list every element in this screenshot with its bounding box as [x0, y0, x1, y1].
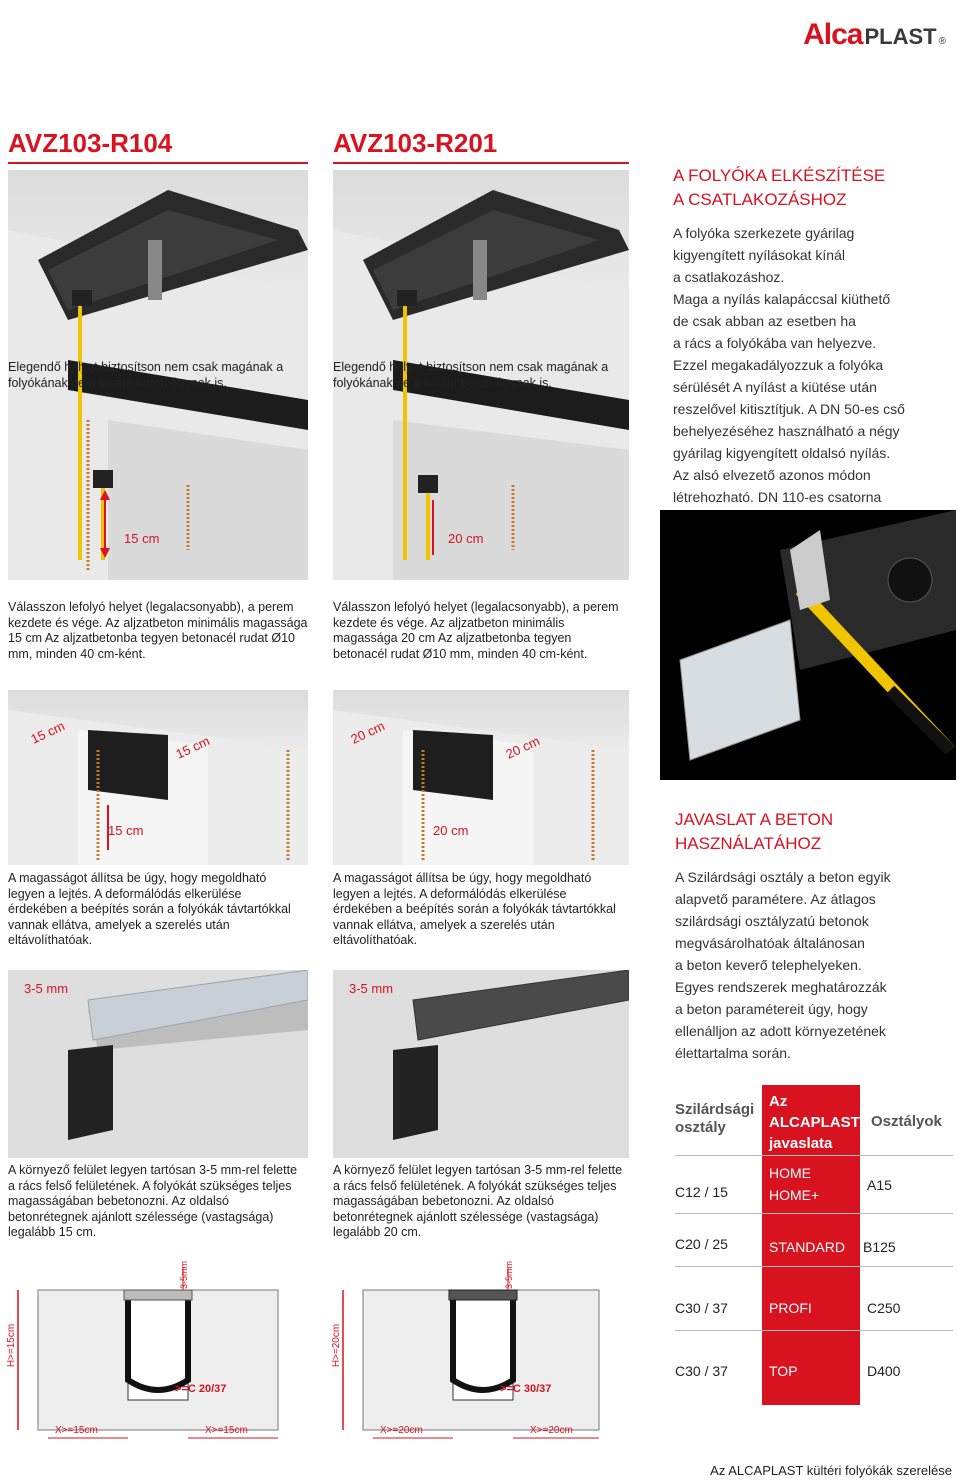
- section-drawing-r201: [333, 1260, 629, 1445]
- drawing-r201-x1: X>=20cm: [380, 1425, 423, 1436]
- drain-line: A folyóka szerkezete gyárilag: [673, 225, 855, 241]
- dimension-r201-height: 20 cm: [433, 823, 469, 838]
- dimension-r104-bed: 15 cm: [124, 531, 160, 546]
- logo-main: Alca: [803, 18, 863, 51]
- table-cell-product: HOME+: [769, 1187, 820, 1203]
- concrete-class-table: [665, 1085, 955, 1405]
- table-cell-product: STANDARD: [769, 1239, 845, 1255]
- table-head-alcaplast-l3: javaslata: [769, 1135, 833, 1152]
- photo-r104-form: [8, 690, 308, 865]
- dimension-r104-offset: 3-5 mm: [24, 981, 69, 996]
- caption-r104-slope: Válasszon lefolyó helyet (legalacsonyabb), a perem kezdete és vége. Az aljzatbeton minimális magassága 15 cm Az aljzatbetonba tegyen betonacél rudat Ø10 mm, minden 40 cm-ként.: [8, 600, 308, 661]
- dimension-r201-offset: 3-5 mm: [349, 981, 394, 996]
- drawing-r104-class: >=C 20/37: [175, 1383, 227, 1395]
- dimension-r201-side-b: 20 cm: [503, 733, 542, 762]
- title-rule: [8, 162, 308, 164]
- drain-line: de csak abban az esetben ha: [673, 313, 856, 329]
- table-cell-product: TOP: [769, 1363, 798, 1379]
- table-head-alcaplast-l2: ALCAPLAST: [769, 1114, 860, 1131]
- title-rule: [333, 162, 629, 164]
- table-cell-product: HOME: [769, 1165, 811, 1181]
- table-head-class: [675, 1101, 754, 1137]
- drain-line: gyárilag kigyengített oldalsó nyílás.: [673, 445, 891, 461]
- table-head-alcaplast-l1: Az: [769, 1093, 788, 1110]
- drain-section-title-2: A CSATLAKOZÁSHOZ: [673, 190, 847, 209]
- logo-sub: PLAST: [864, 24, 937, 49]
- concrete-line: alapvető paramétere. Az átlagos: [675, 891, 876, 907]
- drawing-r201-x2: X>=20cm: [530, 1425, 573, 1436]
- logo-mark: ®: [938, 36, 946, 47]
- dimension-r104-height: 15 cm: [108, 823, 144, 838]
- concrete-section-title-2: HASZNÁLATÁHOZ: [675, 834, 822, 853]
- photo-r201-grate: [333, 970, 629, 1158]
- alcaplast-logo: [803, 18, 946, 52]
- dimension-r104-side-a: 15 cm: [28, 718, 67, 747]
- product-title-r201: AVZ103-R201: [333, 128, 498, 158]
- drawing-r201-depth: 3-5mm: [504, 1260, 515, 1290]
- concrete-line: megvásárolhatóak általánosan: [675, 935, 865, 951]
- formwork-illustration: [333, 690, 629, 865]
- caption-r104-surface: A környező felület legyen tartósan 3-5 mm-rel felette a rács felső felületének. A folyókát szükséges teljes magasságában bebetonozni. Az oldalsó betonrétegnek ajánlott szélessége (vastagsága) legalább 15 cm.: [8, 1163, 298, 1239]
- drain-line: behelyezéséhez használható a négy: [673, 423, 900, 439]
- hammer-illustration: [660, 510, 956, 780]
- cross-section-drawing: [333, 1260, 629, 1445]
- table-head-categories: Osztályok: [871, 1113, 942, 1130]
- drain-line: Az alsó elvezető azonos módon: [673, 467, 871, 483]
- dimension-r104-side-b: 15 cm: [173, 733, 212, 762]
- concrete-line: Egyes rendszerek meghatározzák: [675, 979, 887, 995]
- drain-section-body: [673, 222, 953, 510]
- caption-r201-surface: A környező felület legyen tartósan 3-5 mm-rel felette a rács felső felületének. A folyókát szükséges teljes magasságában bebetonozni. Az oldalsó betonrétegnek ajánlott szélessége (vastagsága) legalább 20 cm.: [333, 1163, 623, 1239]
- drawing-r104-depth: 3-5mm: [179, 1260, 190, 1290]
- photo-r201-form: [333, 690, 629, 865]
- table-divider: [675, 1330, 953, 1331]
- grate-illustration: [333, 970, 629, 1158]
- concrete-line: élettartalma során.: [675, 1045, 791, 1061]
- table-cell-class: C20 / 25: [675, 1236, 728, 1252]
- concrete-section-title-1: JAVASLAT A BETON: [675, 810, 834, 829]
- caption-r201-level: A magasságot állítsa be úgy, hogy megoldható legyen a lejtés. A deformálódás elkerülése érdekében a beépítés során a folyókák távtartókkal vannak ellátva, amelyek a szerelés után eltávolíthatóak.: [333, 871, 616, 947]
- caption-r104-space: Elegendő helyet biztosítson nem csak magának a folyókának de a kívánt beton ágynak is.: [8, 360, 284, 390]
- drain-line: a rács a folyókába van helyezve.: [673, 335, 877, 351]
- drain-line: reszelővel kitisztítjuk. A DN 50-es cső: [673, 401, 905, 417]
- photo-r104-grate: [8, 970, 308, 1158]
- table-divider: [675, 1213, 953, 1214]
- drain-line: a csatlakozáshoz.: [673, 269, 785, 285]
- caption-r104-level: A magasságot állítsa be úgy, hogy megoldható legyen a lejtés. A deformálódás elkerülése érdekében a beépítés során a folyókák távtartókkal vannak ellátva, amelyek a szerelés után eltávolíthatóak.: [8, 871, 291, 947]
- table-head-class-l1: Szilárdsági: [675, 1101, 755, 1118]
- drain-line: Ezzel megakadályozzuk a folyóka: [673, 357, 884, 373]
- product-title-r104: AVZ103-R104: [8, 128, 173, 158]
- concrete-line: a beton paramétereit úgy, hogy: [675, 1001, 868, 1017]
- drawing-r201-class: >=C 30/37: [500, 1383, 552, 1395]
- caption-r201-slope: Válasszon lefolyó helyet (legalacsonyabb), a perem kezdete és vége. Az aljzatbeton minimális magassága 20 cm Az aljzatbetonba tegyen betonacél rudat Ø10 mm, minden 40 cm-ként.: [333, 600, 619, 661]
- drain-line: sérülését A nyílást a kiütése után: [673, 379, 877, 395]
- section-drawing-r104: [8, 1260, 308, 1445]
- concrete-line: a beton keverő telephelyeken.: [675, 957, 862, 973]
- page-footer: Az ALCAPLAST kültéri folyókák szerelése: [710, 1463, 952, 1478]
- table-cell-class: C30 / 37: [675, 1363, 728, 1379]
- drawing-r201-h: H>=20cm: [331, 1323, 343, 1368]
- table-divider: [675, 1155, 953, 1156]
- table-head-class-l2: osztály: [675, 1119, 726, 1136]
- formwork-illustration: [8, 690, 308, 865]
- table-cell-category: D400: [867, 1363, 901, 1379]
- table-cell-category: B125: [863, 1239, 896, 1255]
- table-cell-class: C30 / 37: [675, 1300, 728, 1316]
- drawing-r104-h: H>=15cm: [6, 1323, 18, 1368]
- drain-section-title-1: A FOLYÓKA ELKÉSZÍTÉSE: [673, 166, 886, 185]
- cross-section-drawing: [8, 1260, 308, 1445]
- table-head-alcaplast: [769, 1091, 860, 1154]
- table-cell-product: PROFI: [769, 1300, 812, 1316]
- drawing-r104-x1: X>=15cm: [55, 1425, 98, 1436]
- caption-r201-space: Elegendő helyet biztosítson nem csak magának a folyókának de a kívánt beton ágynak is.: [333, 360, 609, 390]
- drain-line: létrehozható. DN 110-es csatorna: [673, 489, 882, 505]
- concrete-line: szilárdsági osztályzatú betonok: [675, 913, 869, 929]
- hammer-photo: [660, 510, 956, 780]
- table-cell-class: C12 / 15: [675, 1184, 728, 1200]
- dimension-r201-side-a: 20 cm: [348, 718, 387, 747]
- grate-illustration: [8, 970, 308, 1158]
- drain-line: kigyengített nyílásokat kínál: [673, 247, 845, 263]
- drain-line: Maga a nyílás kalapáccsal kiüthető: [673, 291, 891, 307]
- concrete-line: ellenálljon az adott környezetének: [675, 1023, 886, 1039]
- concrete-line: A Szilárdsági osztály a beton egyik: [675, 869, 891, 885]
- table-cell-category: C250: [867, 1300, 901, 1316]
- concrete-section-body: [675, 866, 955, 1064]
- drawing-r104-x2: X>=15cm: [205, 1425, 248, 1436]
- table-divider: [675, 1266, 953, 1267]
- table-cell-category: A15: [867, 1177, 892, 1193]
- dimension-r201-bed: 20 cm: [448, 531, 484, 546]
